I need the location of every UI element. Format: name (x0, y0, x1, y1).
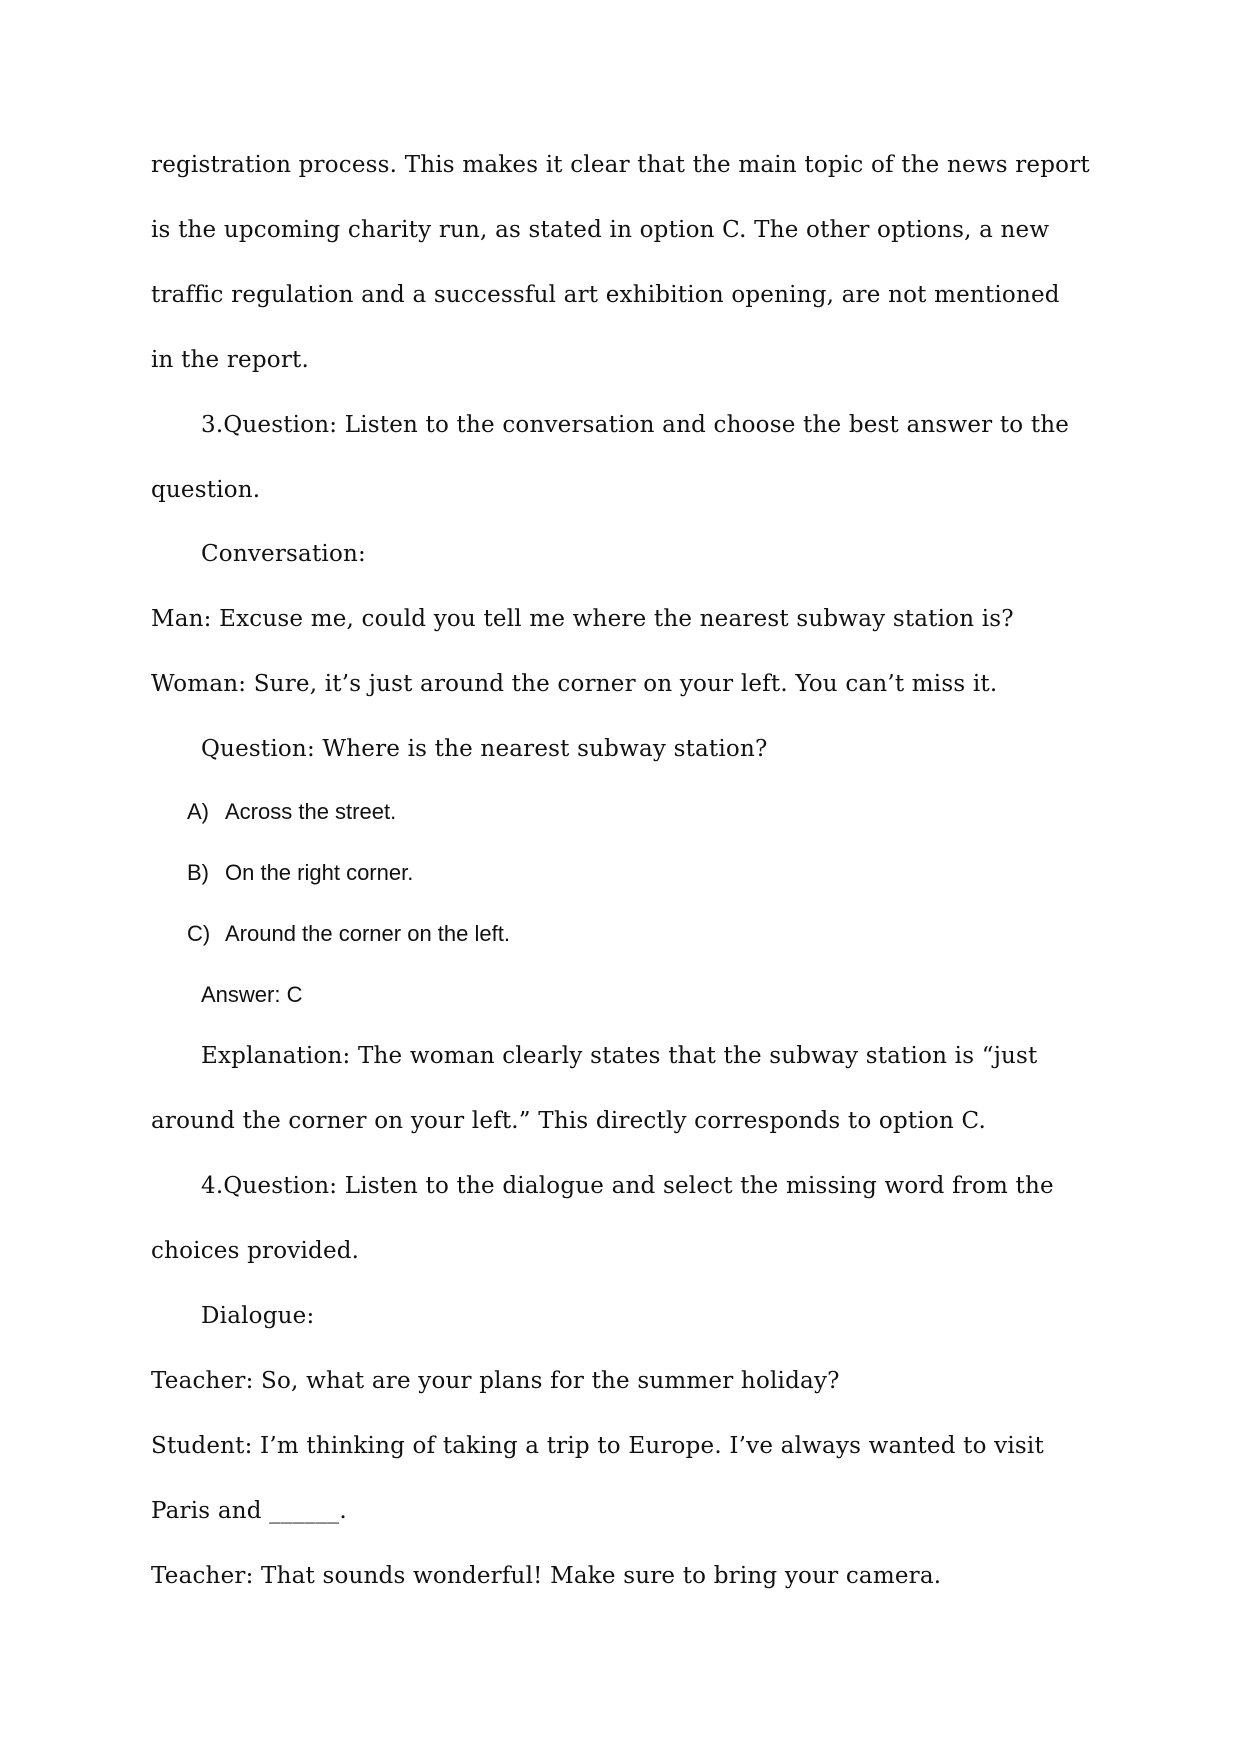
option-text: On the right corner. (225, 860, 414, 885)
dialogue-line-teacher: Teacher: So, what are your plans for the summer holiday? (151, 1368, 840, 1394)
answer-line: Answer: C (201, 982, 303, 1007)
explanation-line: Explanation: The woman clearly states that the subway station is “just (201, 1043, 1038, 1069)
option-letter: C) (187, 921, 211, 946)
option-a (187, 799, 396, 825)
dialogue-line-woman: Woman: Sure, it’s just around the corner on your left. You can’t miss it. (151, 671, 998, 697)
text-line: in the report. (151, 347, 309, 373)
text-line: choices provided. (151, 1238, 360, 1264)
text-line: is the upcoming charity run, as stated in option C. The other options, a new (151, 217, 1050, 243)
text-line: registration process. This makes it clear that the main topic of the news report (151, 152, 1090, 178)
option-letter: A) (187, 799, 209, 824)
question-4-heading: 4.Question: Listen to the dialogue and select the missing word from the (201, 1173, 1054, 1199)
question-text: Question: Where is the nearest subway station? (201, 736, 768, 762)
dialogue-line-teacher: Teacher: That sounds wonderful! Make sure to bring your camera. (151, 1563, 942, 1589)
option-text: Around the corner on the left. (225, 921, 510, 946)
text-line: question. (151, 477, 261, 503)
text-line: around the corner on your left.” This directly corresponds to option C. (151, 1108, 986, 1134)
dialogue-label: Dialogue: (201, 1303, 315, 1329)
option-letter: B) (187, 860, 209, 885)
conversation-label: Conversation: (201, 541, 366, 567)
option-b (187, 860, 413, 886)
option-text: Across the street. (225, 799, 397, 824)
option-c (187, 921, 510, 947)
text-line: Paris and ______. (151, 1498, 347, 1524)
text-line: traffic regulation and a successful art exhibition opening, are not mentioned (151, 282, 1060, 308)
dialogue-line-student: Student: I’m thinking of taking a trip to Europe. I’ve always wanted to visit (151, 1433, 1044, 1459)
dialogue-line-man: Man: Excuse me, could you tell me where the nearest subway station is? (151, 606, 1014, 632)
question-3-heading: 3.Question: Listen to the conversation and choose the best answer to the (201, 412, 1070, 438)
